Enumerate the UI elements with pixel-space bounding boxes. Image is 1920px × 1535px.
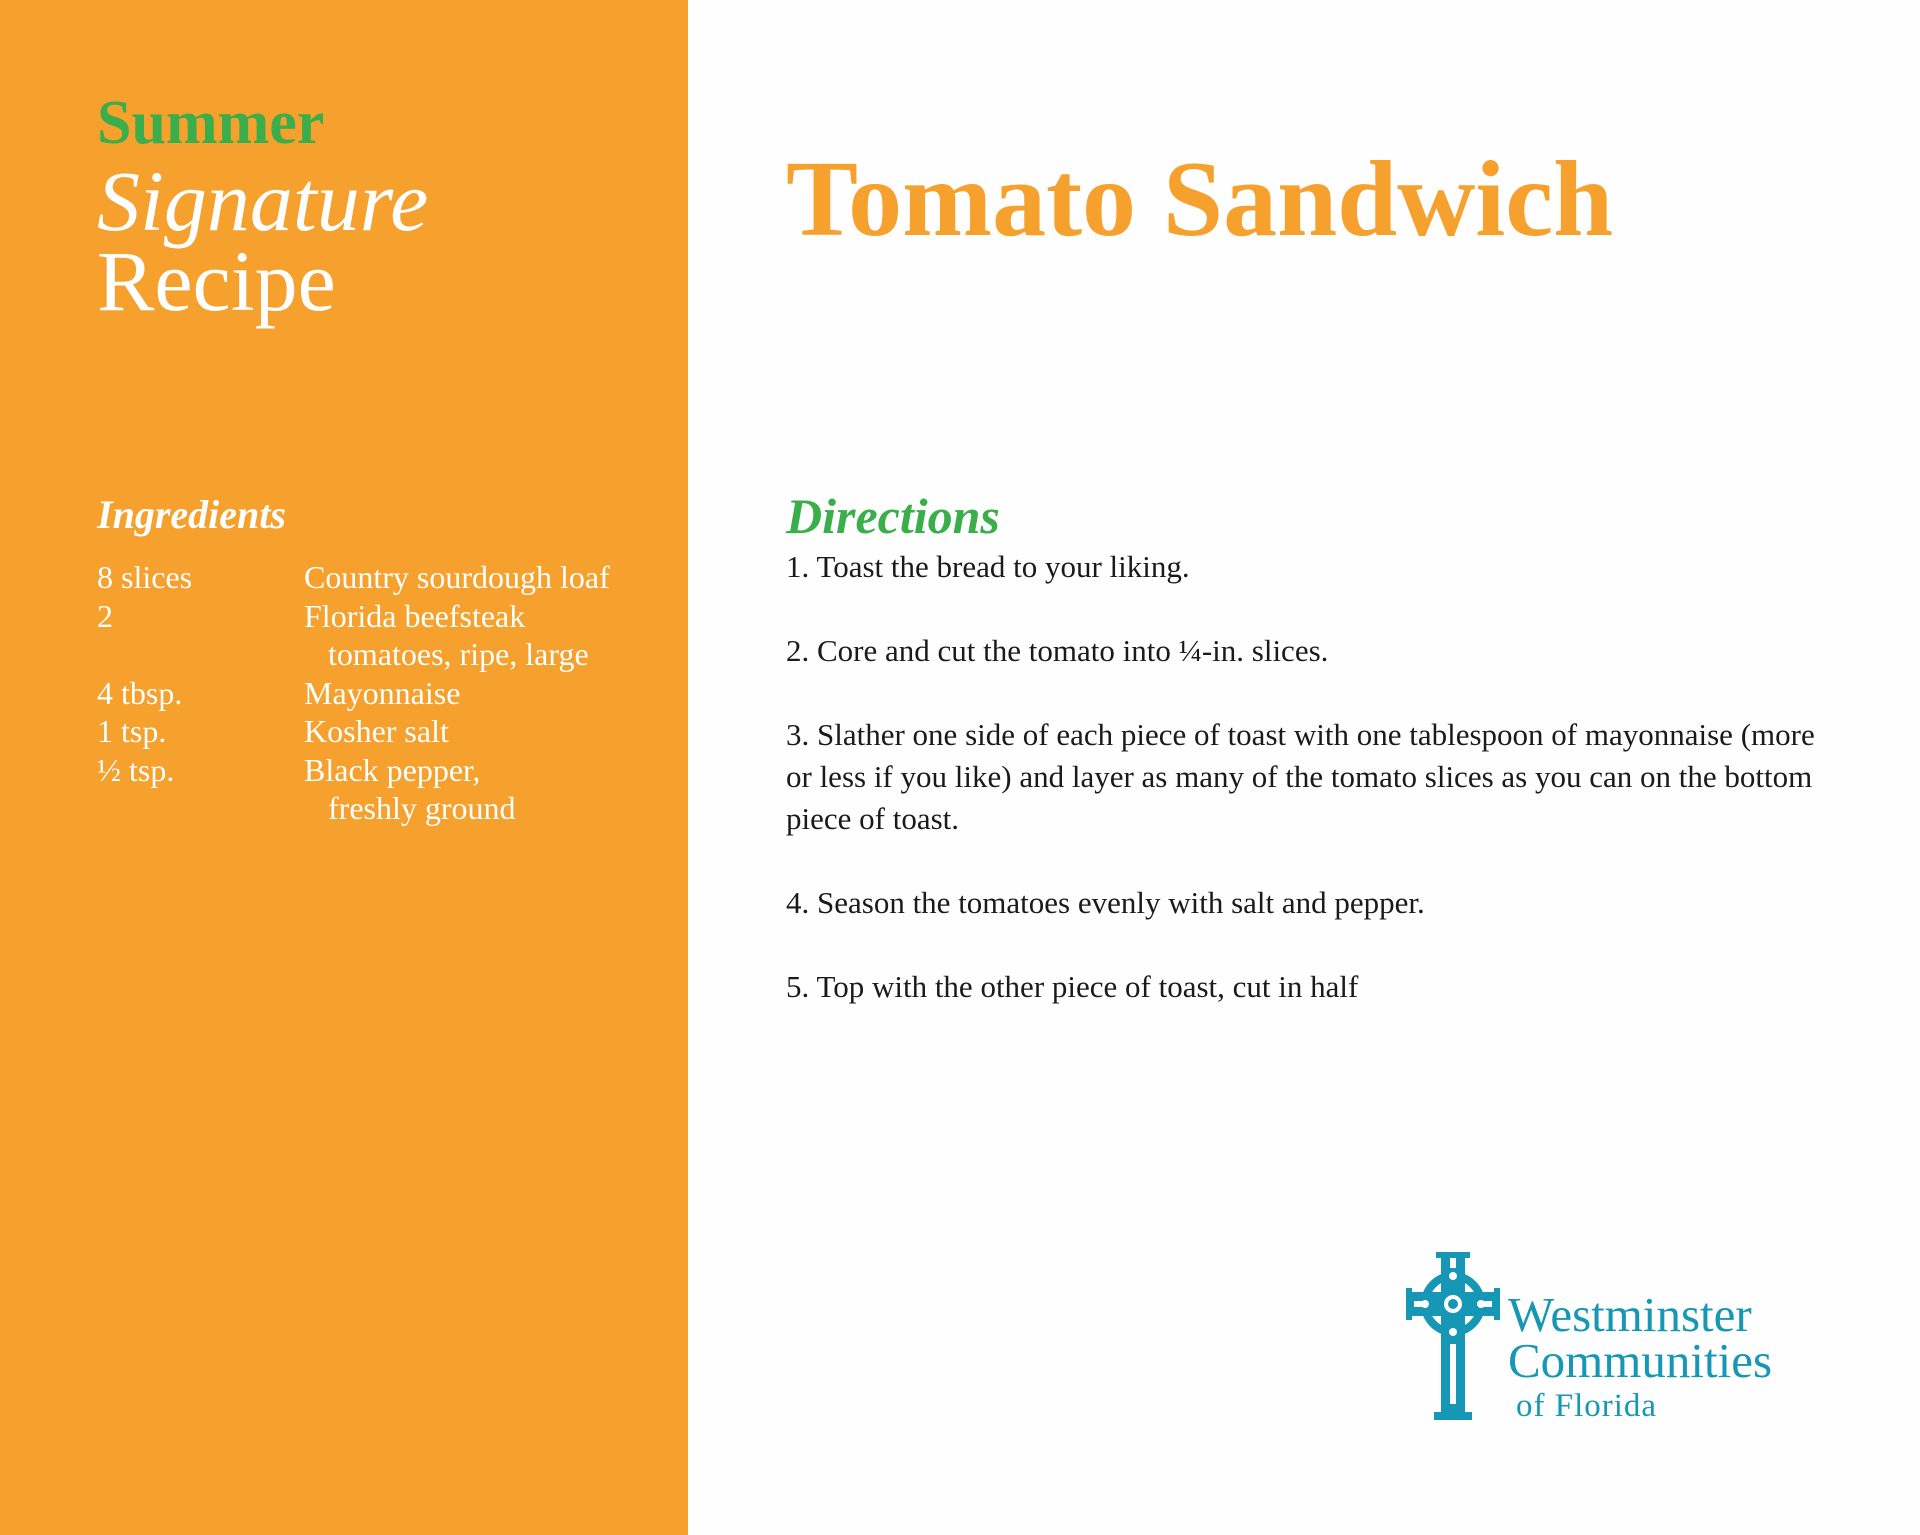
ingredient-name-line: Black pepper,	[304, 751, 481, 788]
direction-step: 5. Top with the other piece of toast, cut in half	[786, 969, 1359, 1004]
recipe-title: Tomato Sandwich	[786, 140, 1614, 259]
logo-line-florida: of Florida	[1516, 1388, 1658, 1424]
direction-step: 1. Toast the bread to your liking.	[786, 549, 1190, 584]
brand-heading	[97, 88, 429, 329]
brand-recipe: Recipe	[97, 233, 336, 329]
direction-step: 4. Season the tomatoes evenly with salt and pepper.	[786, 885, 1425, 920]
ingredient-name-line: Mayonnaise	[304, 674, 461, 711]
direction-step: 2. Core and cut the tomato into ¼-in. slices.	[786, 633, 1329, 668]
ingredient-name-line: Florida beefsteak	[304, 597, 526, 634]
ingredient-row	[97, 597, 677, 674]
brand-signature: Signature	[97, 153, 429, 249]
logo-line-communities: Communities	[1508, 1333, 1773, 1388]
logo-wordmark	[1508, 1287, 1773, 1428]
ingredient-name-line: Country sourdough loaf	[304, 559, 610, 595]
ingredient-row	[97, 751, 677, 828]
ingredients-heading: Ingredients	[97, 492, 286, 537]
logo-line-westminster: Westminster	[1508, 1287, 1752, 1342]
ingredient-row	[97, 674, 677, 713]
westminster-logo	[1406, 1252, 1806, 1422]
ingredient-name-line: freshly ground	[328, 790, 516, 826]
brand-summer: Summer	[97, 89, 325, 157]
ingredient-quantity: 4 tbsp.	[97, 674, 183, 711]
ingredient-name-line: Kosher salt	[304, 713, 449, 749]
ingredient-name	[304, 558, 677, 597]
ingredient-name	[304, 674, 677, 713]
left-panel	[0, 0, 688, 1535]
ingredient-quantity: ½ tsp.	[97, 751, 175, 788]
ingredient-name-line: tomatoes, ripe, large	[328, 636, 589, 672]
ingredient-name	[304, 597, 677, 674]
ingredient-row	[97, 558, 677, 597]
ingredients-list	[97, 558, 677, 828]
ingredient-name	[304, 751, 677, 828]
directions-list	[786, 546, 1816, 1008]
ingredients-section	[97, 490, 677, 828]
ingredient-row	[97, 712, 677, 751]
ingredient-quantity: 8 slices	[97, 559, 193, 595]
directions-section	[786, 486, 1816, 1050]
celtic-cross-icon	[1406, 1252, 1500, 1420]
ingredient-name	[304, 712, 677, 751]
ingredient-quantity: 1 tsp.	[97, 713, 167, 749]
directions-heading: Directions	[786, 488, 1000, 544]
direction-step: 3. Slather one side of each piece of toast with one tablespoon of mayonnaise (more or less if you like) and layer as many of the tomato slices as you can on the bottom piece of toast.	[786, 717, 1815, 836]
ingredient-quantity: 2	[97, 597, 113, 634]
